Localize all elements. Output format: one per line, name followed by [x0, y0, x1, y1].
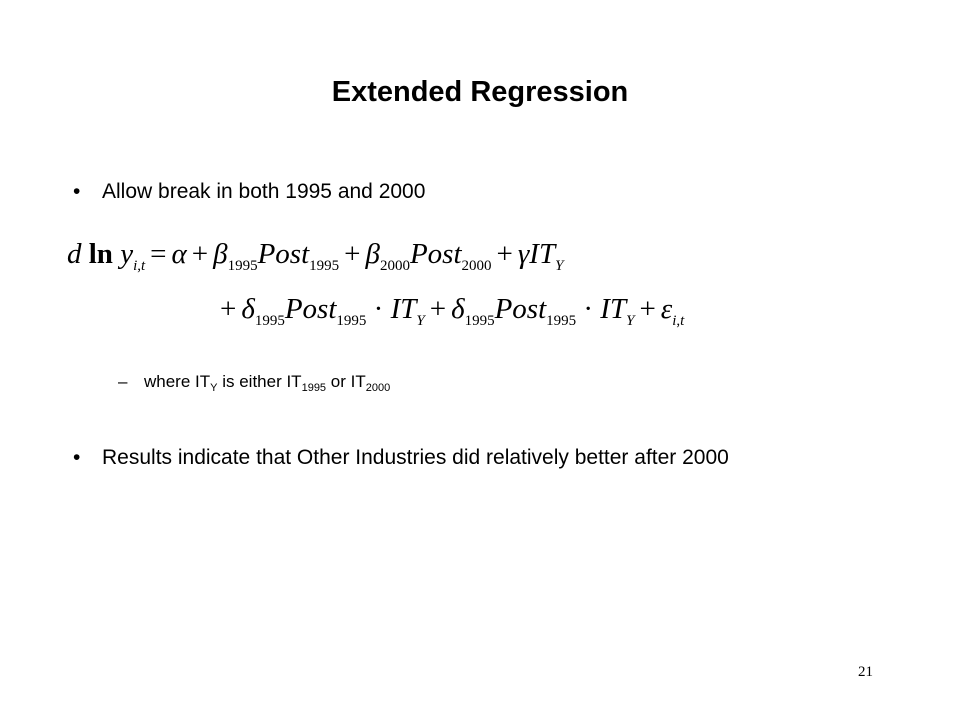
bullet-text: Results indicate that Other Industries did relatively better after 2000: [102, 446, 729, 469]
sub-text-c: or IT: [326, 372, 366, 391]
sub-y: Y: [210, 382, 218, 394]
bullet-dot: •: [73, 180, 81, 203]
bullet-results: [73, 446, 729, 470]
equation-line-2: + $\delta_{1995}Post_{1995} \cdot IT_Y$ + $\delta_{1995}Post_{1995} \cdot IT_Y + \varepsilon_{i,t}$: [220, 293, 685, 329]
sub-bullet-dash: –: [118, 372, 128, 391]
sub-text-b: is either IT: [217, 372, 302, 391]
page-number: 21: [858, 664, 873, 680]
bullet-allow-break: [73, 180, 425, 204]
slide-title: Extended Regression: [331, 76, 629, 108]
sub-1995: 1995: [301, 382, 327, 394]
bullet-dot: •: [73, 446, 81, 469]
sub-text-a: where IT: [144, 372, 211, 391]
sub-2000: 2000: [365, 382, 391, 394]
equation-line-1: d $\ln y_{i,t} = \alpha$ + $\beta_{1995}Post_{1995}$ + $\beta_{2000}Post_{2000} + \gamma IT_Y$: [67, 238, 564, 274]
sub-bullet-it-definition: [118, 372, 390, 392]
bullet-text: Allow break in both 1995 and 2000: [102, 180, 426, 203]
